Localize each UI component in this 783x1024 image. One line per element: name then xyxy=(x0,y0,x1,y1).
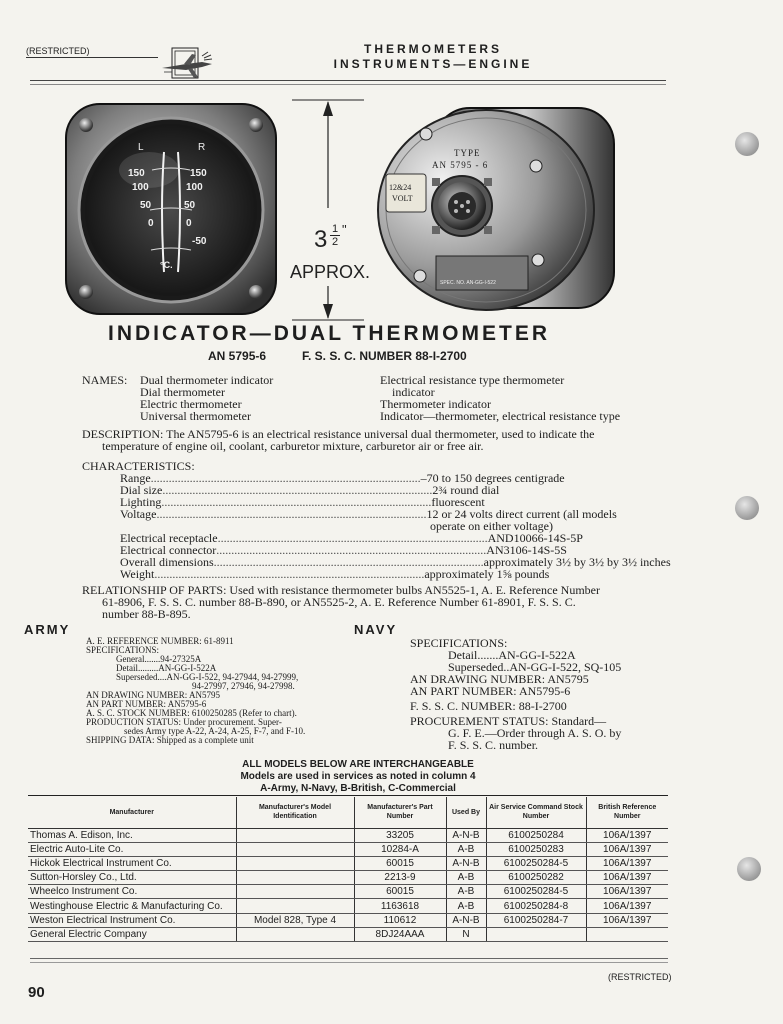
navy-heading: NAVY xyxy=(354,622,398,637)
navy-part-number: AN PART NUMBER: AN5795-6 xyxy=(410,684,571,698)
char-row-connector: Electrical connector .......................................................................................... AN3106-14S-5S xyxy=(120,543,567,557)
army-drawing-number: AN DRAWING NUMBER: AN5795 xyxy=(86,690,221,700)
navy-spec-detail: Detail.......AN-GG-I-522A xyxy=(448,648,576,662)
back-volt-line1: 12&24 xyxy=(389,183,412,192)
dimension-approx-label: APPROX. xyxy=(290,262,371,282)
dimension-inch-mark: " xyxy=(342,222,347,237)
table-caption-line2: Models are used in services as noted in column 4 xyxy=(240,771,476,782)
army-specs-label: SPECIFICATIONS: xyxy=(86,645,160,655)
col-header-manufacturer: Manufacturer xyxy=(28,797,236,828)
header-rule-left xyxy=(26,57,158,58)
gauge-scale-0-left: 0 xyxy=(148,218,154,229)
name-right-3: Thermometer indicator xyxy=(380,397,491,411)
gauge-scale-150-left: 150 xyxy=(128,168,145,179)
army-part-number: AN PART NUMBER: AN5795-6 xyxy=(86,699,207,709)
footer-rule-1 xyxy=(30,958,668,959)
table-header-row xyxy=(28,797,668,828)
col-header-model: Manufacturer's Model Identification xyxy=(236,797,354,828)
gauge-scale-100-right: 100 xyxy=(186,182,203,193)
back-plate-text: SPEC. NO. AN-GG-I-522 xyxy=(440,280,496,286)
table-row: General Electric Company 8DJ24AAA N xyxy=(28,927,668,941)
army-production-status: PRODUCTION STATUS: Under procurement. Super- xyxy=(86,717,282,727)
char-row-voltage: Voltage .......................................................................................... 12 or 24 volts direct current (all models xyxy=(120,507,617,521)
gauge-back-photo xyxy=(374,104,618,316)
gauge-scale-50-left: 50 xyxy=(140,200,152,211)
back-volt-line2: VOLT xyxy=(392,194,413,203)
table-row: Wheelco Instrument Co. 60015 A-B 6100250284-5 106A/1397 xyxy=(28,885,668,899)
relationship-line3: number 88-B-895. xyxy=(102,607,191,621)
table-caption-line1: ALL MODELS BELOW ARE INTERCHANGEABLE xyxy=(242,759,474,770)
table-top-rule xyxy=(28,795,668,796)
relationship-line1: Used with resistance thermometer bulbs AN5525-1, A. E. Reference Number xyxy=(229,583,600,597)
gauge-right-label: R xyxy=(198,142,206,153)
navy-procurement-cont2: F. S. S. C. number. xyxy=(448,738,539,752)
back-type-label: TYPE xyxy=(454,148,481,158)
col-header-stock-number: Air Service Command Stock Number xyxy=(486,797,586,828)
fssc-number: F. S. S. C. NUMBER 88-I-2700 xyxy=(302,349,467,363)
gauge-scale-0-right: 0 xyxy=(186,218,192,229)
header-rule-2 xyxy=(30,84,666,85)
navy-specs-label: SPECIFICATIONS: xyxy=(410,636,508,650)
char-row-dimensions: Overall dimensions .......................................................................................... approximately 3½ by 3½ by 3½ inches xyxy=(120,555,671,569)
gauge-scale-50-right: 50 xyxy=(184,200,196,211)
navy-procurement-status: PROCUREMENT STATUS: Standard— xyxy=(410,714,607,728)
gauge-front-photo xyxy=(64,100,280,318)
table-row: Westinghouse Electric & Manufacturing Co. 1163618 A-B 6100250284-8 106A/1397 xyxy=(28,899,668,913)
army-production-status-cont: sedes Army type A-22, A-24, A-25, F-7, and F-10. xyxy=(124,726,306,736)
header-rule-1 xyxy=(30,80,666,81)
name-left-1: Dual thermometer indicator xyxy=(140,373,274,387)
an-number: AN 5795-6 xyxy=(208,349,267,363)
dimension-arrow xyxy=(290,98,370,326)
char-row-dial-size: Dial size .......................................................................................... 2¾ round dial xyxy=(120,483,500,497)
army-block xyxy=(86,637,366,745)
navy-fssc-number: F. S. S. C. NUMBER: 88-I-2700 xyxy=(410,699,567,713)
army-ae-ref: A. E. REFERENCE NUMBER: 61-8911 xyxy=(86,636,234,646)
char-row-lighting: Lighting .......................................................................................... fluorescent xyxy=(120,495,485,509)
description-line2: temperature of engine oil, coolant, carburetor mixture, carburetor air or free air. xyxy=(102,439,484,453)
char-row-receptacle: Electrical receptacle .......................................................................................... AND10066-14S-5P xyxy=(120,531,583,545)
characteristics-label: CHARACTERISTICS: xyxy=(82,459,195,473)
page-title: INDICATOR—DUAL THERMOMETER xyxy=(108,322,550,345)
char-row-weight: Weight .......................................................................................... approximately 1⅝ pounds xyxy=(120,567,550,581)
manufacturer-table xyxy=(28,797,668,942)
relationship-line2: 61-8906, F. S. S. C. number 88-B-890, or AN5525-2, A. E. Reference Number 61-8901, F. S. S. C. xyxy=(102,595,576,609)
navy-drawing-number: AN DRAWING NUMBER: AN5795 xyxy=(410,672,589,686)
names-label: NAMES: xyxy=(82,373,128,387)
description-line1: The AN5795-6 is an electrical resistance universal dual thermometer, used to indicate the xyxy=(166,427,595,441)
army-heading: ARMY xyxy=(24,622,71,637)
navy-procurement-cont1: G. F. E.—Order through A. S. O. by xyxy=(448,726,622,740)
name-left-3: Electric thermometer xyxy=(140,397,242,411)
table-row: Hickok Electrical Instrument Co. 60015 A-N-B 6100250284-5 106A/1397 xyxy=(28,856,668,870)
description-label: DESCRIPTION: xyxy=(82,427,164,441)
army-shipping-data: SHIPPING DATA: Shipped as a complete unit xyxy=(86,735,254,745)
col-header-part-number: Manufacturer's Part Number xyxy=(354,797,446,828)
back-type-number: AN 5795 - 6 xyxy=(432,160,489,170)
binder-hole-middle xyxy=(735,496,759,520)
relationship-label: RELATIONSHIP OF PARTS: xyxy=(82,583,227,597)
navy-spec-superseded: Superseded..AN-GG-I-522, SQ-105 xyxy=(448,660,622,674)
table-row: Thomas A. Edison, Inc. 33205 A-N-B 6100250284 106A/1397 xyxy=(28,828,668,842)
table-row: Electric Auto-Lite Co. 10284-A A-B 6100250283 106A/1397 xyxy=(28,842,668,856)
dimension-fraction-num: 1 xyxy=(331,223,339,235)
characteristics-list xyxy=(120,471,671,581)
binder-hole-top xyxy=(735,132,759,156)
page-number: 90 xyxy=(28,984,45,1001)
gauge-scale-100-left: 100 xyxy=(132,182,149,193)
restricted-marking-bottom: (RESTRICTED) xyxy=(608,972,672,982)
header-title-line2: INSTRUMENTS—ENGINE xyxy=(333,57,533,71)
army-spec-general: General.......94-27325A xyxy=(116,654,202,664)
restricted-marking-top: (RESTRICTED) xyxy=(26,46,90,56)
dimension-fraction-den: 2 xyxy=(331,236,339,248)
gauge-scale-150-right: 150 xyxy=(190,168,207,179)
gauge-scale-minus50: -50 xyxy=(192,236,207,247)
gauge-left-label: L xyxy=(138,142,144,153)
army-spec-superseded-cont: 94-27997, 27946, 94-27998. xyxy=(192,681,295,691)
footer-rule-2 xyxy=(30,962,668,963)
header-title-line1: THERMOMETERS xyxy=(364,42,502,56)
army-spec-superseded: Superseded....AN-GG-I-522, 94-27944, 94-27999, xyxy=(116,672,299,682)
name-left-4: Universal thermometer xyxy=(140,409,251,423)
table-caption-line3: A-Army, N-Navy, B-British, C-Commercial xyxy=(260,783,456,794)
name-right-4: Indicator—thermometer, electrical resistance type xyxy=(380,409,621,423)
army-spec-detail: Detail.........AN-GG-I-522A xyxy=(116,663,217,673)
binder-hole-bottom xyxy=(737,857,761,881)
char-row-voltage-cont: operate on either voltage) xyxy=(430,519,553,533)
gauge-unit-label: °C. xyxy=(160,260,173,270)
army-stock-number: A. S. C. STOCK NUMBER: 6100250285 (Refer to chart). xyxy=(86,708,297,718)
col-header-used-by: Used By xyxy=(446,797,486,828)
table-row: Sutton-Horsley Co., Ltd. 2213-9 A-B 6100250282 106A/1397 xyxy=(28,871,668,885)
name-left-2: Dial thermometer xyxy=(140,385,225,399)
dimension-number: 3 xyxy=(314,226,328,253)
name-right-2: indicator xyxy=(392,385,435,399)
name-right-1: Electrical resistance type thermometer xyxy=(380,373,565,387)
char-row-range: Range .......................................................................................... –70 to 150 degrees centigrade xyxy=(120,471,565,485)
navy-block xyxy=(410,637,670,751)
col-header-british-ref: British Reference Number xyxy=(586,797,668,828)
table-row: Weston Electrical Instrument Co. Model 828, Type 4 110612 A-N-B 6100250284-7 106A/1397 xyxy=(28,913,668,927)
